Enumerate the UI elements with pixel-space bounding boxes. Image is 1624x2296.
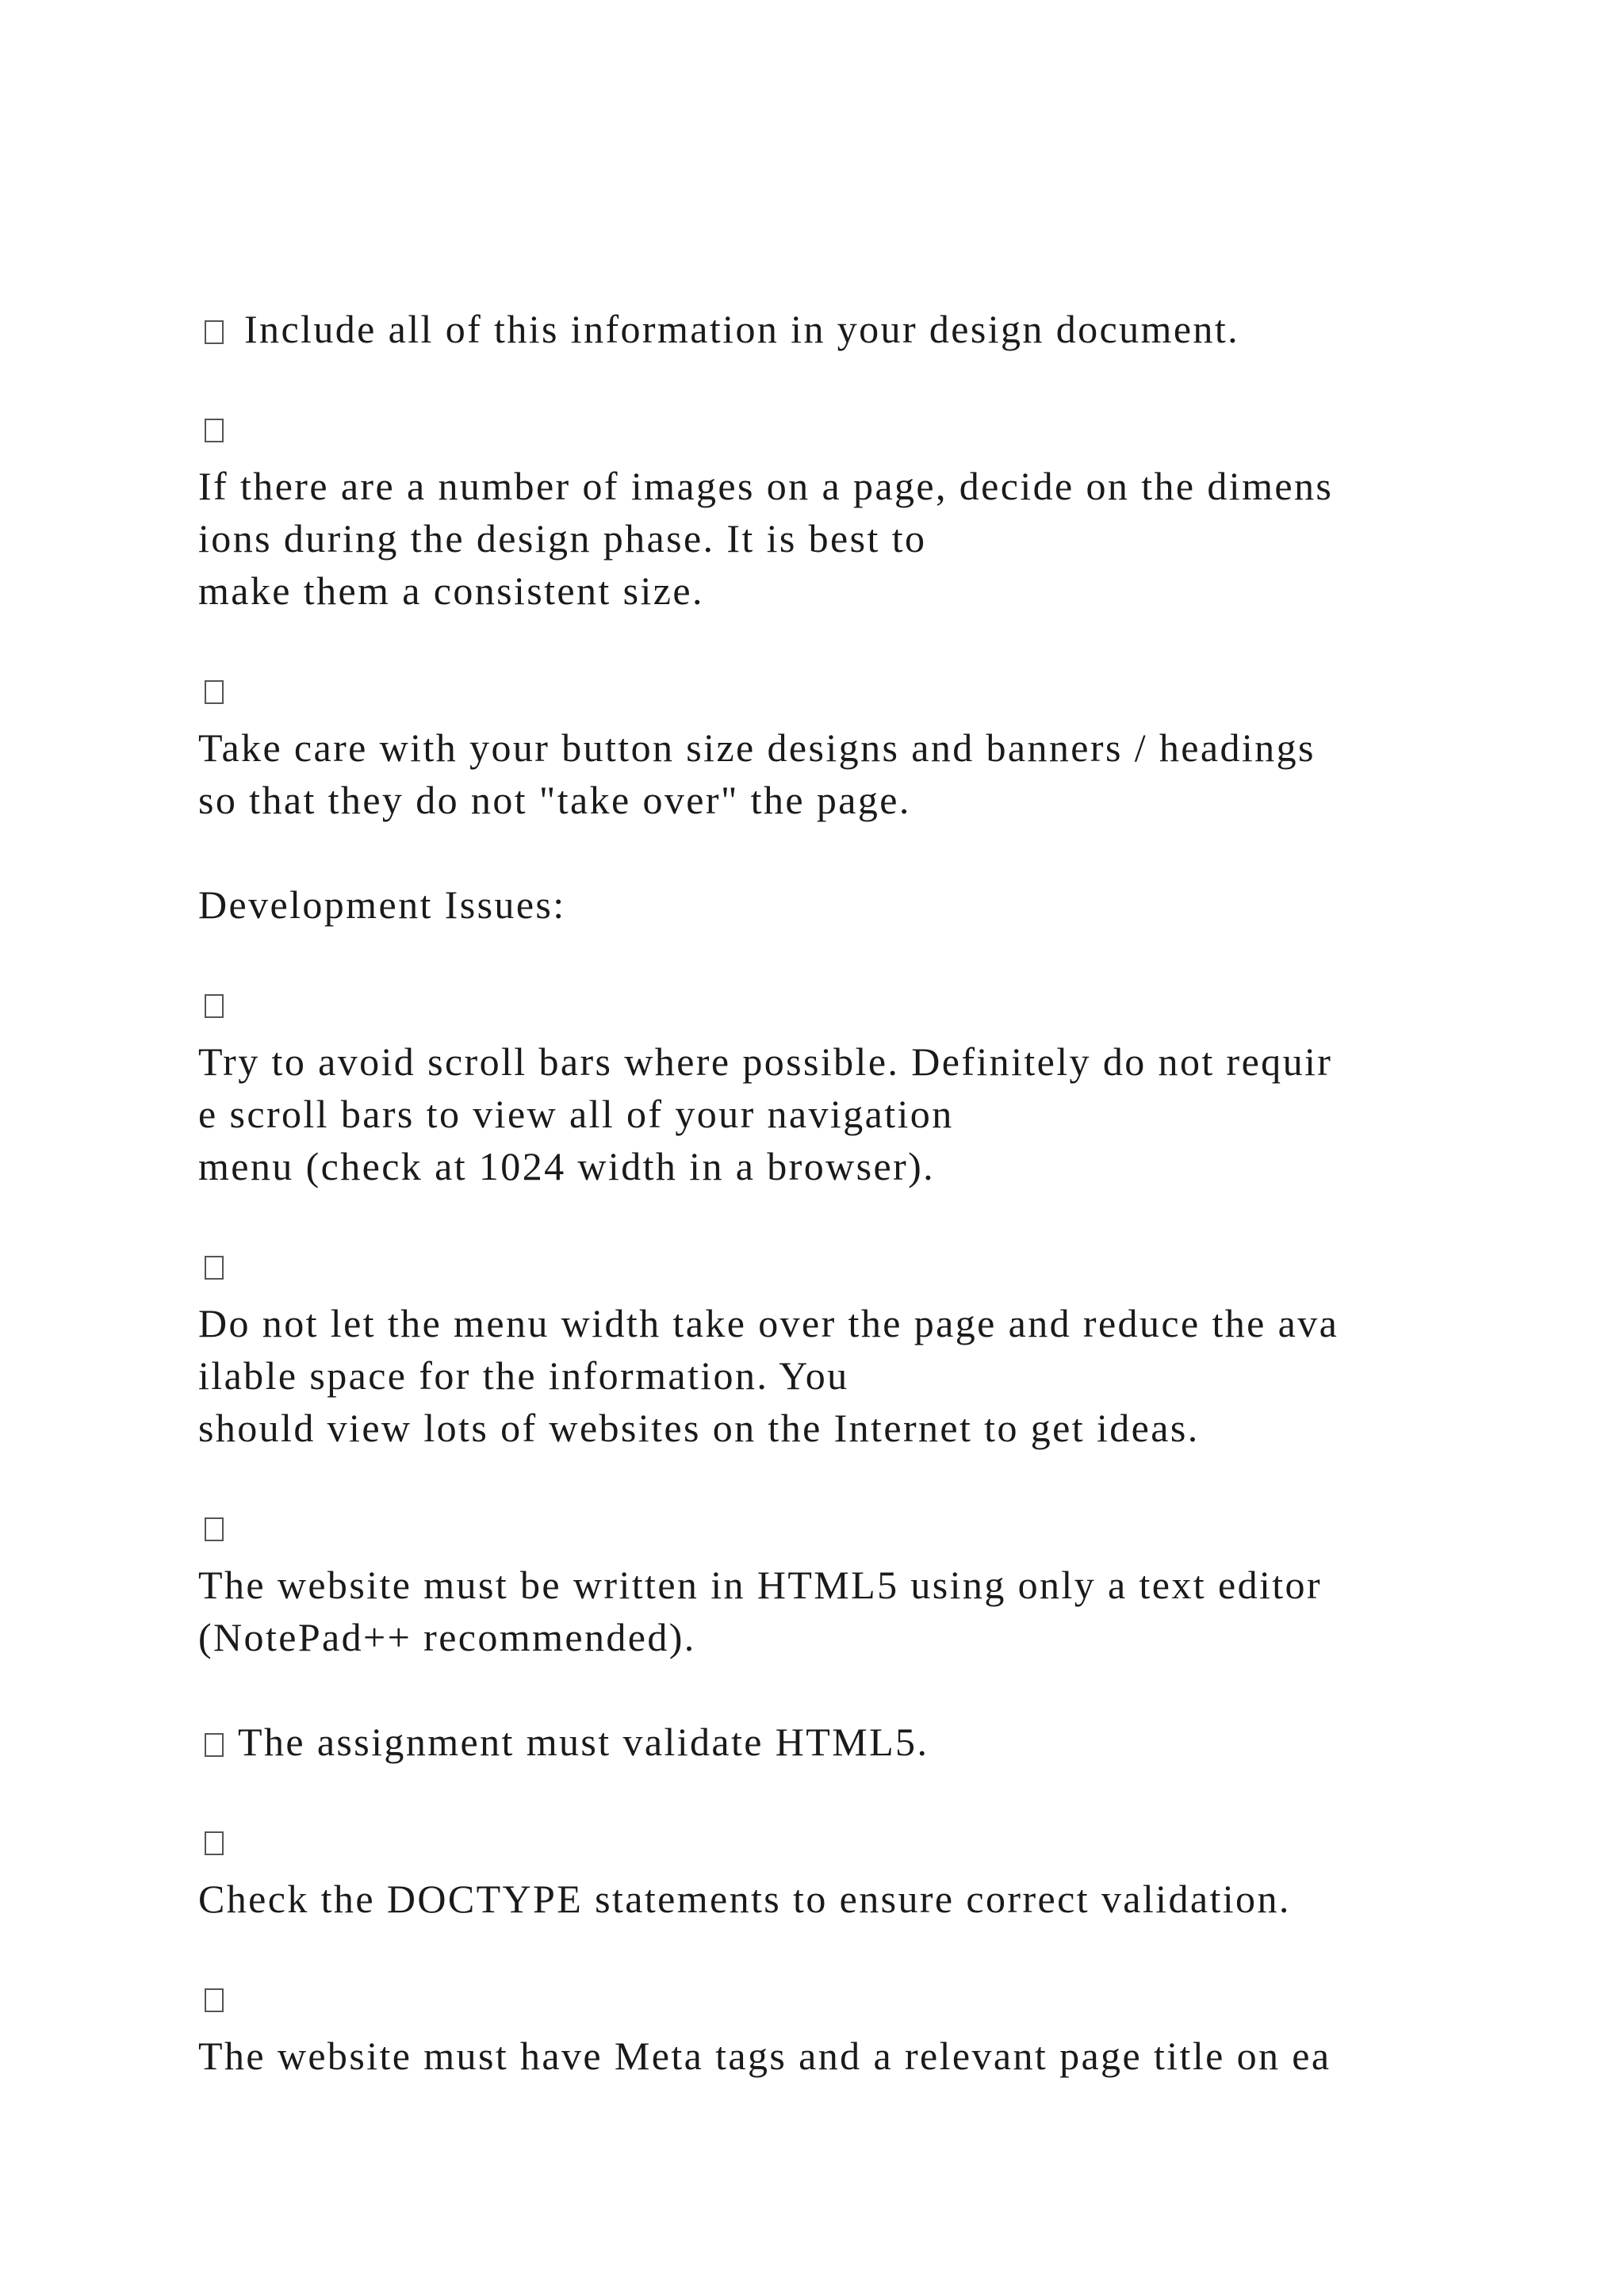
missing-glyph-icon — [205, 1988, 224, 2012]
paragraph-line: make them a consistent size. — [198, 568, 704, 613]
bullet-text: The assignment must validate HTML5. — [238, 1720, 929, 1764]
paragraph-line: ions during the design phase. It is best to — [198, 516, 927, 561]
paragraph-line: If there are a number of images on a page, decide on the dimens — [198, 464, 1334, 508]
paragraph-line: should view lots of websites on the Internet to get ideas. — [198, 1406, 1200, 1450]
missing-glyph-icon — [205, 1831, 224, 1855]
missing-glyph-icon — [205, 1517, 224, 1541]
paragraph-line: Try to avoid scroll bars where possible. Definitely do not requir — [198, 1039, 1333, 1084]
bullet-item-1 — [198, 309, 1239, 349]
paragraph-line: The website must be written in HTML5 using only a text editor — [198, 1563, 1323, 1607]
missing-glyph-icon — [205, 419, 224, 442]
missing-glyph-icon — [205, 1256, 224, 1280]
paragraph-line: The website must have Meta tags and a relevant page title on ea — [198, 2034, 1331, 2078]
missing-glyph-icon — [205, 1733, 224, 1757]
missing-glyph-icon — [205, 320, 224, 344]
section-heading: Development Issues: — [198, 882, 566, 927]
paragraph-line: Check the DOCTYPE statements to ensure correct validation. — [198, 1877, 1291, 1921]
missing-glyph-icon — [205, 994, 224, 1018]
paragraph-line: e scroll bars to view all of your navigation — [198, 1092, 954, 1136]
paragraph-line: ilable space for the information. You — [198, 1353, 849, 1398]
paragraph-line: menu (check at 1024 width in a browser). — [198, 1144, 936, 1188]
bullet-item-8 — [198, 1722, 929, 1762]
bullet-text: Include all of this information in your design document. — [244, 307, 1240, 351]
paragraph-line: Take care with your button size designs and banners / headings — [198, 725, 1316, 770]
paragraph-line: (NotePad++ recommended). — [198, 1615, 696, 1659]
paragraph-line: so that they do not "take over" the page. — [198, 778, 911, 822]
missing-glyph-icon — [205, 680, 224, 704]
paragraph-line: Do not let the menu width take over the page and reduce the ava — [198, 1301, 1339, 1345]
